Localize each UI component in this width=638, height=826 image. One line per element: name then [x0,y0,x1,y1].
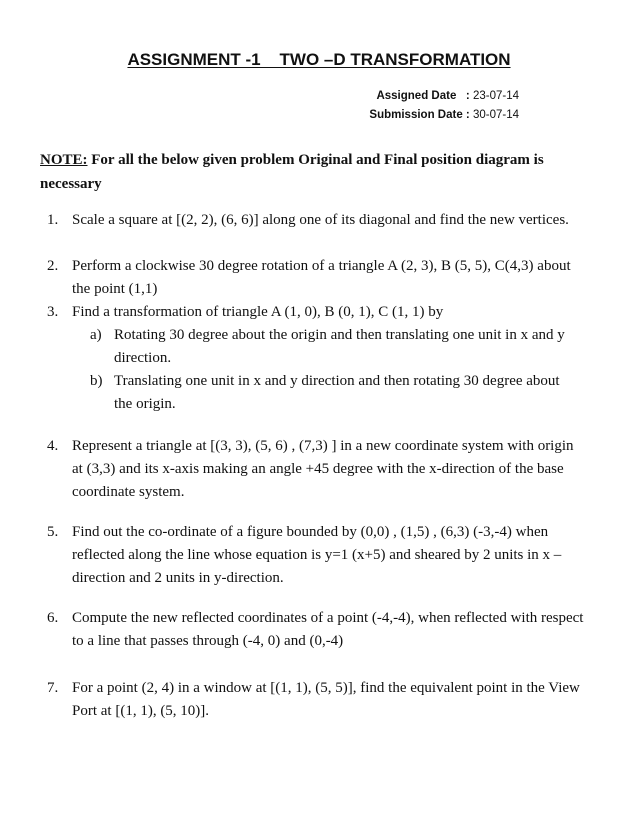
question-3-part-b [90,370,580,416]
question-text: Find out the co-ordinate of a figure bounded by (0,0) , (1,5) , (6,3) (-3,-4) when reflected along the line whose equation is y=1 (x+5) and sheared by 2 units in x –direction and 2 units in y-direction. [72,524,562,586]
question-3 [47,301,587,324]
question-4 [47,435,587,504]
part-text: Rotating 30 degree about the origin and then translating one unit in x and y direction. [114,327,565,366]
assigned-date-value: 23-07-14 [472,90,519,102]
assigned-date-label: Assigned Date : [376,90,473,102]
assignment-title [0,50,638,70]
question-7 [47,677,587,723]
question-text: Find a transformation of triangle A (1, 0), B (0, 1), C (1, 1) by [72,304,444,320]
part-text: Translating one unit in x and y direction and then rotating 30 degree about the origin. [114,373,560,412]
question-number: 2. [47,258,59,274]
question-number: 7. [47,680,59,696]
question-number: 6. [47,610,59,626]
part-label: b) [90,373,103,389]
question-text: Perform a clockwise 30 degree rotation of a triangle A (2, 3), B (5, 5), C(4,3) about the point (1,1) [72,258,571,297]
question-text: Represent a triangle at [(3, 3), (5, 6) , (7,3) ] in a new coordinate system with origin at (3,3) and its x-axis making an angle +45 degree with the x-direction of the base coordinate system. [72,438,574,500]
note-text: For all the below given problem Original and Final position diagram is necessary [40,152,544,192]
note-paragraph [40,148,600,196]
question-2 [47,255,587,301]
submission-date-value: 30-07-14 [472,109,519,121]
question-text: For a point (2, 4) in a window at [(1, 1), (5, 5)], find the equivalent point in the View Port at [(1, 1), (5, 10)]. [72,680,580,719]
note-label: NOTE: [40,152,88,168]
question-number: 4. [47,438,59,454]
submission-date-row [369,109,519,121]
submission-date-label: Submission Date : [369,109,473,121]
assignment-title-text: ASSIGNMENT -1 TWO –D TRANSFORMATION [127,50,511,69]
question-number: 1. [47,212,59,228]
assigned-date-row [376,90,519,102]
part-label: a) [90,327,102,343]
question-text: Compute the new reflected coordinates of a point (-4,-4), when reflected with respect to a line that passes through (-4, 0) and (0,-4) [72,610,584,649]
question-5 [47,521,587,590]
question-1 [47,209,587,232]
question-3-part-a [90,324,580,370]
question-6 [47,607,587,653]
question-text: Scale a square at [(2, 2), (6, 6)] along one of its diagonal and find the new vertices. [72,212,569,228]
question-number: 3. [47,304,59,320]
question-number: 5. [47,524,59,540]
